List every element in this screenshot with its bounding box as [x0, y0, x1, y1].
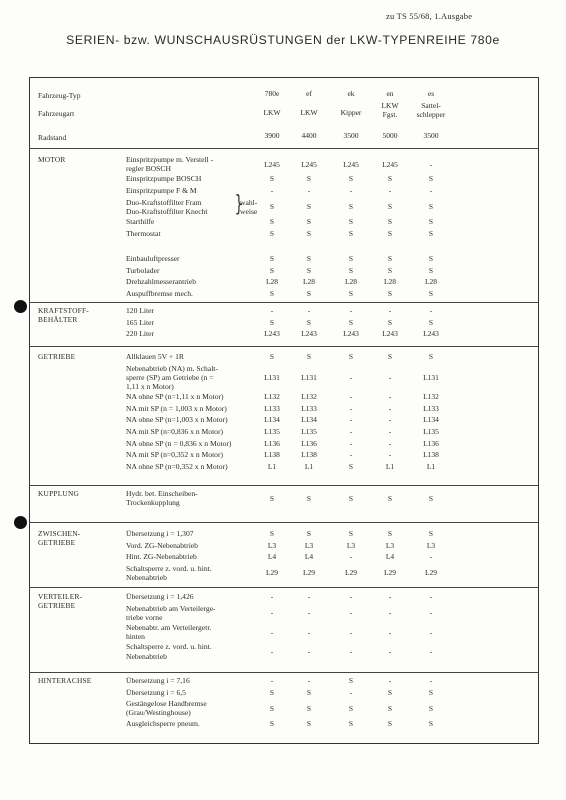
value-cell: S [269, 254, 275, 263]
row-label: Turbolader [126, 265, 160, 275]
value-cell: S [348, 529, 354, 538]
value-cell: - [307, 647, 311, 656]
value-cell: - [349, 552, 353, 562]
kind-label: Sattel- [421, 101, 441, 110]
row-label: Schaltsperre z. vord. u. hint. [126, 563, 212, 573]
value-cell: S [306, 529, 312, 538]
row-label: NA mit SP (n=0,836 x n Motor) [126, 427, 224, 436]
value-cell: - [388, 647, 392, 656]
value-cell: - [388, 306, 392, 315]
value-cell: S [348, 174, 354, 184]
value-cell: S [348, 703, 354, 713]
value-cell: L243 [343, 329, 359, 339]
row-label: NA mit SP (n=0,352 x n Motor) [126, 450, 224, 460]
row-note: wahl- [240, 197, 258, 207]
value-cell: S [269, 288, 275, 298]
value-cell: L3 [346, 540, 356, 550]
punch-hole-upper [14, 300, 27, 313]
value-cell: S [306, 202, 312, 212]
value-cell: S [387, 529, 393, 538]
value-cell: - [388, 676, 392, 685]
value-cell: S [269, 265, 275, 275]
section-5-title: GETRIEBE [38, 601, 76, 611]
value-cell: S [306, 228, 312, 238]
type-es: es [427, 89, 435, 98]
value-cell: L131 [423, 372, 439, 382]
value-cell: - [388, 627, 392, 637]
value-cell: - [388, 427, 392, 436]
value-cell: - [388, 392, 392, 402]
value-cell: S [428, 317, 434, 327]
punch-hole-lower [14, 516, 27, 529]
value-cell: L135 [264, 427, 280, 436]
value-cell: - [429, 647, 433, 656]
value-cell: L138 [423, 450, 439, 460]
kind-label: schlepper [416, 110, 446, 120]
value-cell: S [306, 217, 312, 226]
row-label: Schaltsperre z. vord. u. hint. [126, 642, 212, 652]
value-cell: S [269, 228, 275, 238]
value-cell: L29 [344, 568, 358, 578]
page-title: SERIEN- bzw. WUNSCHAUSRÜSTUNGEN der LKW-TYPENREIHE 780e [66, 33, 500, 47]
value-cell: S [306, 718, 312, 728]
row-label: Übersetzung i = 1,426 [126, 592, 194, 601]
value-cell: S [428, 529, 434, 538]
value-cell: - [429, 306, 433, 315]
value-cell: - [270, 592, 274, 601]
value-cell: S [348, 493, 354, 503]
value-cell: S [428, 202, 434, 212]
value-cell: - [429, 608, 433, 618]
value-cell: S [387, 687, 393, 697]
value-cell: L134 [423, 415, 439, 425]
wheelbase-value: 3900 [264, 131, 280, 140]
value-cell: S [428, 493, 434, 503]
value-cell: S [306, 352, 312, 361]
value-cell: - [349, 403, 353, 413]
row-label: Übersetzung i = 1,307 [126, 529, 194, 538]
divider-section-1 [29, 346, 538, 347]
value-cell: L243 [264, 329, 280, 339]
value-cell: L1 [267, 461, 277, 471]
value-cell: S [428, 703, 434, 713]
divider-header [29, 148, 538, 149]
value-cell: L1 [304, 461, 314, 471]
section-4-title: ZWISCHEN- [38, 529, 81, 538]
value-cell: S [348, 265, 354, 275]
value-cell: L135 [423, 427, 439, 436]
row-label: Ausgleichsperre pneum. [126, 718, 200, 728]
row-label: hinten [126, 632, 145, 642]
value-cell: S [269, 202, 275, 212]
value-cell: L136 [264, 438, 280, 448]
value-cell: S [306, 493, 312, 503]
value-cell: - [307, 608, 311, 618]
value-cell: L134 [264, 415, 280, 425]
value-cell: L243 [382, 329, 398, 339]
value-cell: - [349, 450, 353, 460]
value-cell: L243 [301, 329, 317, 339]
value-cell: S [387, 202, 393, 212]
row-label: 1,11 x n Motor) [126, 382, 174, 391]
value-cell: S [428, 687, 434, 697]
value-cell: - [307, 592, 311, 601]
value-cell: S [306, 254, 312, 263]
row-label: triebe vorne [126, 612, 163, 622]
row-label: Trockenkupplung [126, 498, 180, 508]
value-cell: - [388, 186, 392, 195]
divider-section-4 [29, 587, 538, 588]
value-cell: L133 [301, 403, 317, 413]
value-cell: - [349, 687, 353, 697]
row-label: Thermostat [126, 228, 161, 238]
row-label: Gestängelose Handbremse [126, 699, 207, 709]
row-label: Vord. ZG-Nebenabtrieb [126, 540, 198, 550]
wheelbase-value: 3500 [343, 131, 359, 140]
value-cell: - [349, 392, 353, 402]
value-cell: S [387, 288, 393, 298]
value-cell: S [348, 217, 354, 226]
value-cell: L133 [423, 403, 439, 413]
value-cell: - [307, 627, 311, 637]
value-cell: S [306, 317, 312, 327]
type-en: en [386, 89, 394, 98]
value-cell: L135 [301, 427, 317, 436]
row-label: 120 Liter [126, 306, 155, 315]
section-1-title: BEHÄLTER [38, 315, 78, 325]
value-cell: L28 [265, 277, 279, 287]
kind-label: LKW [381, 101, 399, 110]
row-label: Duo-Kraftstoffilter Knecht [126, 206, 208, 216]
section-6-title: HINTERACHSE [38, 676, 92, 685]
row-label: Drehzahlmesserantrieb [126, 277, 196, 287]
kind-label: LKW [263, 108, 281, 117]
row-label: Nebenabtrieb [126, 651, 167, 661]
value-cell: S [428, 288, 434, 298]
value-cell: S [348, 718, 354, 728]
value-cell: L28 [344, 277, 358, 287]
value-cell: L245 [301, 159, 317, 169]
value-cell: S [306, 687, 312, 697]
row-label: Hint. ZG-Nebenabtrieb [126, 552, 197, 562]
value-cell: - [388, 608, 392, 618]
value-cell: - [270, 608, 274, 618]
value-cell: L3 [385, 540, 395, 550]
value-cell: - [349, 427, 353, 436]
value-cell: - [307, 186, 311, 195]
section-5-title: VERTEILER- [38, 592, 83, 601]
row-label: sperre (SP) am Getriebe (n = [126, 372, 214, 382]
value-cell: - [349, 627, 353, 637]
value-cell: - [270, 676, 274, 685]
value-cell: S [348, 352, 354, 361]
value-cell: S [269, 529, 275, 538]
value-cell: L136 [423, 438, 439, 448]
value-cell: L28 [424, 277, 438, 287]
divider-section-5 [29, 672, 538, 673]
value-cell: S [428, 265, 434, 275]
type-780e: 780e [264, 89, 280, 98]
row-label: Auspuffbremse mech. [126, 288, 193, 298]
value-cell: S [387, 317, 393, 327]
value-cell: L29 [383, 568, 397, 578]
row-label: Duo-Kraftstoffilter Fram [126, 197, 202, 207]
value-cell: L29 [302, 568, 316, 578]
row-label: Nebenabtrieb [126, 573, 167, 582]
value-cell: S [387, 217, 393, 226]
value-cell: - [429, 552, 433, 562]
value-cell: L132 [301, 392, 317, 402]
value-cell: L3 [267, 540, 277, 550]
value-cell: S [348, 676, 354, 685]
value-cell: S [348, 202, 354, 212]
row-label: NA ohne SP (n = 0,836 x n Motor) [126, 438, 232, 448]
row-label: NA ohne SP (n=1,11 x n Motor) [126, 392, 224, 402]
value-cell: S [387, 254, 393, 263]
section-1-title: KRAFTSTOFF- [38, 306, 89, 315]
row-label: Einspritzpumpe BOSCH [126, 174, 202, 184]
value-cell: - [270, 647, 274, 656]
type-ek: ek [347, 89, 355, 98]
type-ef: ef [306, 89, 312, 98]
row-label: Allklauen 5V + 1R [126, 352, 184, 361]
value-cell: L131 [301, 372, 317, 382]
value-cell: S [387, 352, 393, 361]
value-cell: S [348, 317, 354, 327]
kind-label: Kipper [340, 108, 362, 117]
wheelbase-value: 5000 [382, 131, 398, 140]
value-cell: L132 [423, 392, 439, 402]
value-cell: S [387, 228, 393, 238]
section-4-title: GETRIEBE [38, 538, 76, 548]
section-0-title: MOTOR [38, 155, 66, 164]
value-cell: - [349, 592, 353, 601]
value-cell: - [388, 403, 392, 413]
value-cell: - [429, 186, 433, 195]
value-cell: S [269, 317, 275, 327]
value-cell: L1 [426, 461, 436, 471]
value-cell: - [429, 592, 433, 601]
value-cell: S [269, 352, 275, 361]
value-cell: S [306, 265, 312, 275]
value-cell: S [387, 493, 393, 503]
row-label: Nebenabtrieb am Verteilerge- [126, 603, 216, 613]
value-cell: L131 [264, 372, 280, 382]
value-cell: L245 [264, 159, 280, 169]
value-cell: - [349, 438, 353, 448]
value-cell: L28 [302, 277, 316, 287]
value-cell: - [270, 627, 274, 637]
value-cell: L28 [383, 277, 397, 287]
value-cell: - [388, 592, 392, 601]
value-cell: - [307, 676, 311, 685]
value-cell: - [388, 450, 392, 460]
row-label: (Grau/Westinghouse) [126, 708, 191, 718]
value-cell: S [269, 718, 275, 728]
row-label: Übersetzung i = 6,5 [126, 687, 186, 697]
value-cell: L1 [385, 461, 395, 471]
value-cell: S [387, 703, 393, 713]
value-cell: - [349, 372, 353, 382]
label-wheelbase: Radstand [38, 133, 67, 142]
wheelbase-value: 3500 [423, 131, 439, 140]
row-label: Hydr. bet. Einscheiben- [126, 489, 198, 498]
row-label: Nebenabtrieb (NA) m. Schalt- [126, 363, 218, 373]
value-cell: L245 [382, 159, 398, 169]
row-label: Einbauluftpresser [126, 254, 180, 263]
row-label: NA mit SP (n = 1,003 x n Motor) [126, 403, 227, 413]
value-cell: L3 [304, 540, 314, 550]
value-cell: L29 [265, 568, 279, 578]
value-cell: S [428, 228, 434, 238]
value-cell: S [306, 174, 312, 184]
value-cell: - [429, 627, 433, 637]
value-cell: S [348, 461, 354, 471]
value-cell: - [388, 438, 392, 448]
value-cell: - [349, 306, 353, 315]
value-cell: - [349, 647, 353, 656]
value-cell: S [306, 288, 312, 298]
value-cell: - [388, 372, 392, 382]
wheelbase-value: 4400 [301, 131, 317, 140]
label-vehicle-kind: Fahrzeugart [38, 109, 75, 118]
value-cell: L138 [264, 450, 280, 460]
value-cell: - [388, 415, 392, 425]
value-cell: L138 [301, 450, 317, 460]
value-cell: S [428, 174, 434, 184]
row-label: NA ohne SP (n=0,352 x n Motor) [126, 461, 228, 471]
value-cell: - [270, 306, 274, 315]
row-label: Einspritzpumpe F & M [126, 186, 197, 195]
kind-label: Fgst. [382, 110, 398, 120]
section-3-title: KUPPLUNG [38, 489, 80, 498]
row-label: Übersetzung i = 7,16 [126, 676, 190, 685]
value-cell: L243 [423, 329, 439, 339]
label-vehicle-type: Fahrzeug-Typ [38, 91, 81, 100]
value-cell: L132 [264, 392, 280, 402]
value-cell: L4 [385, 552, 395, 562]
value-cell: - [307, 306, 311, 315]
value-cell: L136 [301, 438, 317, 448]
value-cell: S [348, 288, 354, 298]
row-label: NA ohne SP (n=1,003 x n Motor) [126, 415, 228, 425]
value-cell: S [269, 217, 275, 226]
value-cell: S [269, 493, 275, 503]
value-cell: S [269, 174, 275, 184]
value-cell: - [349, 186, 353, 195]
row-note: weise [240, 206, 258, 216]
divider-section-3 [29, 522, 538, 523]
divider-section-0 [29, 302, 538, 303]
value-cell: S [387, 265, 393, 275]
value-cell: L4 [267, 552, 277, 562]
value-cell: S [428, 217, 434, 226]
value-cell: - [349, 608, 353, 618]
value-cell: L133 [264, 403, 280, 413]
row-label: regler BOSCH [126, 164, 171, 174]
value-cell: S [348, 254, 354, 263]
divider-section-2 [29, 485, 538, 486]
value-cell: S [428, 254, 434, 263]
value-cell: - [270, 186, 274, 195]
value-cell: S [269, 687, 275, 697]
value-cell: L134 [301, 415, 317, 425]
brace-symbol: } [234, 191, 244, 217]
value-cell: L29 [424, 568, 438, 578]
value-cell: - [429, 676, 433, 685]
row-label: Nebenabtr. am Verteilergetr. [126, 623, 212, 632]
row-label: Einspritzpumpe m. Verstell - [126, 155, 214, 164]
row-label: Starthilfe [126, 217, 155, 226]
value-cell: L3 [426, 540, 436, 550]
value-cell: S [348, 228, 354, 238]
value-cell: S [428, 718, 434, 728]
section-2-title: GETRIEBE [38, 352, 76, 361]
row-label: 165 Liter [126, 317, 155, 327]
value-cell: - [429, 159, 433, 169]
kind-label: LKW [300, 108, 318, 117]
document-reference: zu TS 55/68, 1.Ausgabe [386, 11, 473, 21]
value-cell: L4 [304, 552, 314, 562]
value-cell: - [349, 415, 353, 425]
value-cell: S [306, 703, 312, 713]
value-cell: S [387, 174, 393, 184]
value-cell: S [428, 352, 434, 361]
row-label: 220 Liter [126, 329, 155, 339]
value-cell: S [387, 718, 393, 728]
value-cell: S [269, 703, 275, 713]
value-cell: L245 [343, 159, 359, 169]
